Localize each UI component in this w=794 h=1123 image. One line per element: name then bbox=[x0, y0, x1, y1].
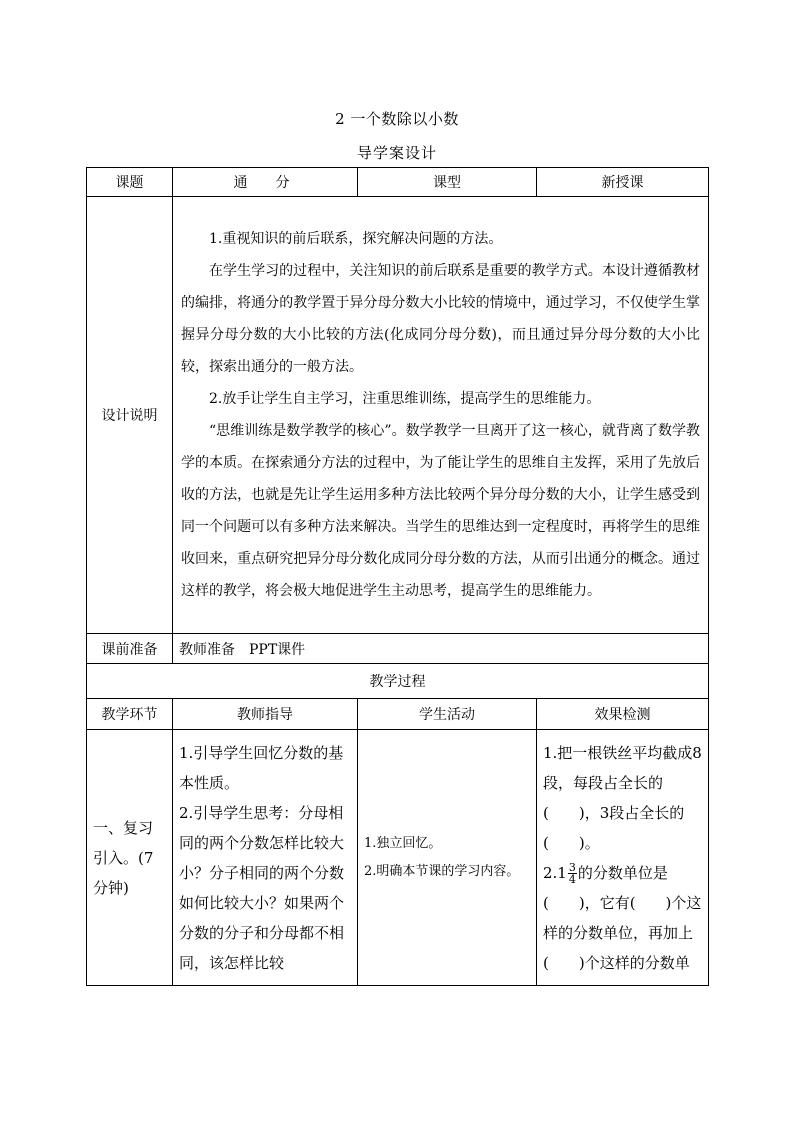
col-head-stage: 教学环节 bbox=[87, 699, 173, 730]
prep-row bbox=[87, 634, 709, 664]
process-section-title: 教学过程 bbox=[87, 664, 709, 699]
teacher-item-1: 1.引导学生回忆分数的基本性质。 bbox=[179, 743, 344, 792]
col-head-student: 学生活动 bbox=[358, 699, 537, 730]
design-paragraph-4: “思维训练是数学教学的核心”。数学教学一旦离开了这一核心，就背离了数学教学的本质。在探索通分方法的过程中，为了能让学生的思维自主发挥，采用了先放后收的方法，也就是先让学生运用多种方法比较两个异分母分数的大小，让学生感受到同一个问题可以有多种方法来解决。当学生的思维达到一定程度时，再将学生的思维收回来，重点研究把异分母分数化成同分母分数的方法，从而引出通分的概念。通过这样的教学，将会极大地促进学生主动思考，提高学生的思维能力。 bbox=[181, 422, 700, 599]
prep-label: 课前准备 bbox=[87, 634, 173, 664]
prep-value: 教师准备 PPT课件 bbox=[173, 634, 709, 664]
design-paragraph-1: 1.重视知识的前后联系，探究解决问题的方法。 bbox=[209, 230, 503, 247]
design-paragraph-3: 2.放手让学生自主学习，注重思维训练，提高学生的思维能力。 bbox=[209, 390, 601, 407]
teacher-cell bbox=[173, 730, 358, 986]
stage-cell bbox=[87, 730, 173, 986]
process-header-row bbox=[87, 699, 709, 730]
lesson-plan-table bbox=[86, 167, 709, 986]
design-label: 设计说明 bbox=[87, 197, 173, 634]
student-cell bbox=[358, 730, 537, 986]
fraction bbox=[568, 862, 577, 885]
document-title: 2 一个数除以小数 bbox=[335, 110, 459, 128]
student-item-2: 2.明确本节课的学习内容。 bbox=[364, 863, 520, 879]
topic-label: 课题 bbox=[87, 168, 173, 197]
stage-text: 一、复习引入。(7分钟) bbox=[93, 818, 154, 897]
design-paragraph-2: 在学生学习的过程中，关注知识的前后联系是重要的教学方式。本设计遵循教材的编排，将通分的教学置于异分母分数大小比较的情境中，通过学习，不仅使学生掌握异分母分数的大小比较的方法(化成同分母分数)，而且通过异分母分数的大小比较，探索出通分的一般方法。 bbox=[181, 262, 700, 375]
type-value: 新授课 bbox=[537, 168, 709, 197]
check-question-2 bbox=[543, 858, 702, 978]
col-head-teacher: 教师指导 bbox=[173, 699, 358, 730]
check-q2-prefix: 2.1 bbox=[543, 863, 567, 882]
topic-value: 通 分 bbox=[173, 168, 358, 197]
design-description bbox=[173, 197, 709, 634]
process-section-row bbox=[87, 664, 709, 699]
col-head-check: 效果检测 bbox=[537, 699, 709, 730]
type-label: 课型 bbox=[358, 168, 537, 197]
document-subtitle: 导学案设计 bbox=[356, 144, 437, 162]
check-cell bbox=[537, 730, 709, 986]
fraction-numerator: 3 bbox=[568, 861, 576, 874]
process-row-review bbox=[87, 730, 709, 986]
fraction-denominator: 4 bbox=[568, 873, 576, 886]
teacher-item-2: 2.引导学生思考：分母相同的两个分数怎样比较大小？分子相同的两个分数如何比较大小？如果两个分数的分子和分母都不相同，该怎样比较 bbox=[179, 803, 345, 972]
design-row bbox=[87, 197, 709, 634]
check-question-1: 1.把一根铁丝平均截成8段，每段占全长的( )，3段占全长的( )。 bbox=[543, 743, 702, 852]
check-q2-rest: 的分数单位是( )，它有( )个这样的分数单位，再加上( )个这样的分数单 bbox=[543, 863, 702, 972]
student-item-1: 1.独立回忆。 bbox=[364, 835, 442, 851]
info-row bbox=[87, 168, 709, 197]
